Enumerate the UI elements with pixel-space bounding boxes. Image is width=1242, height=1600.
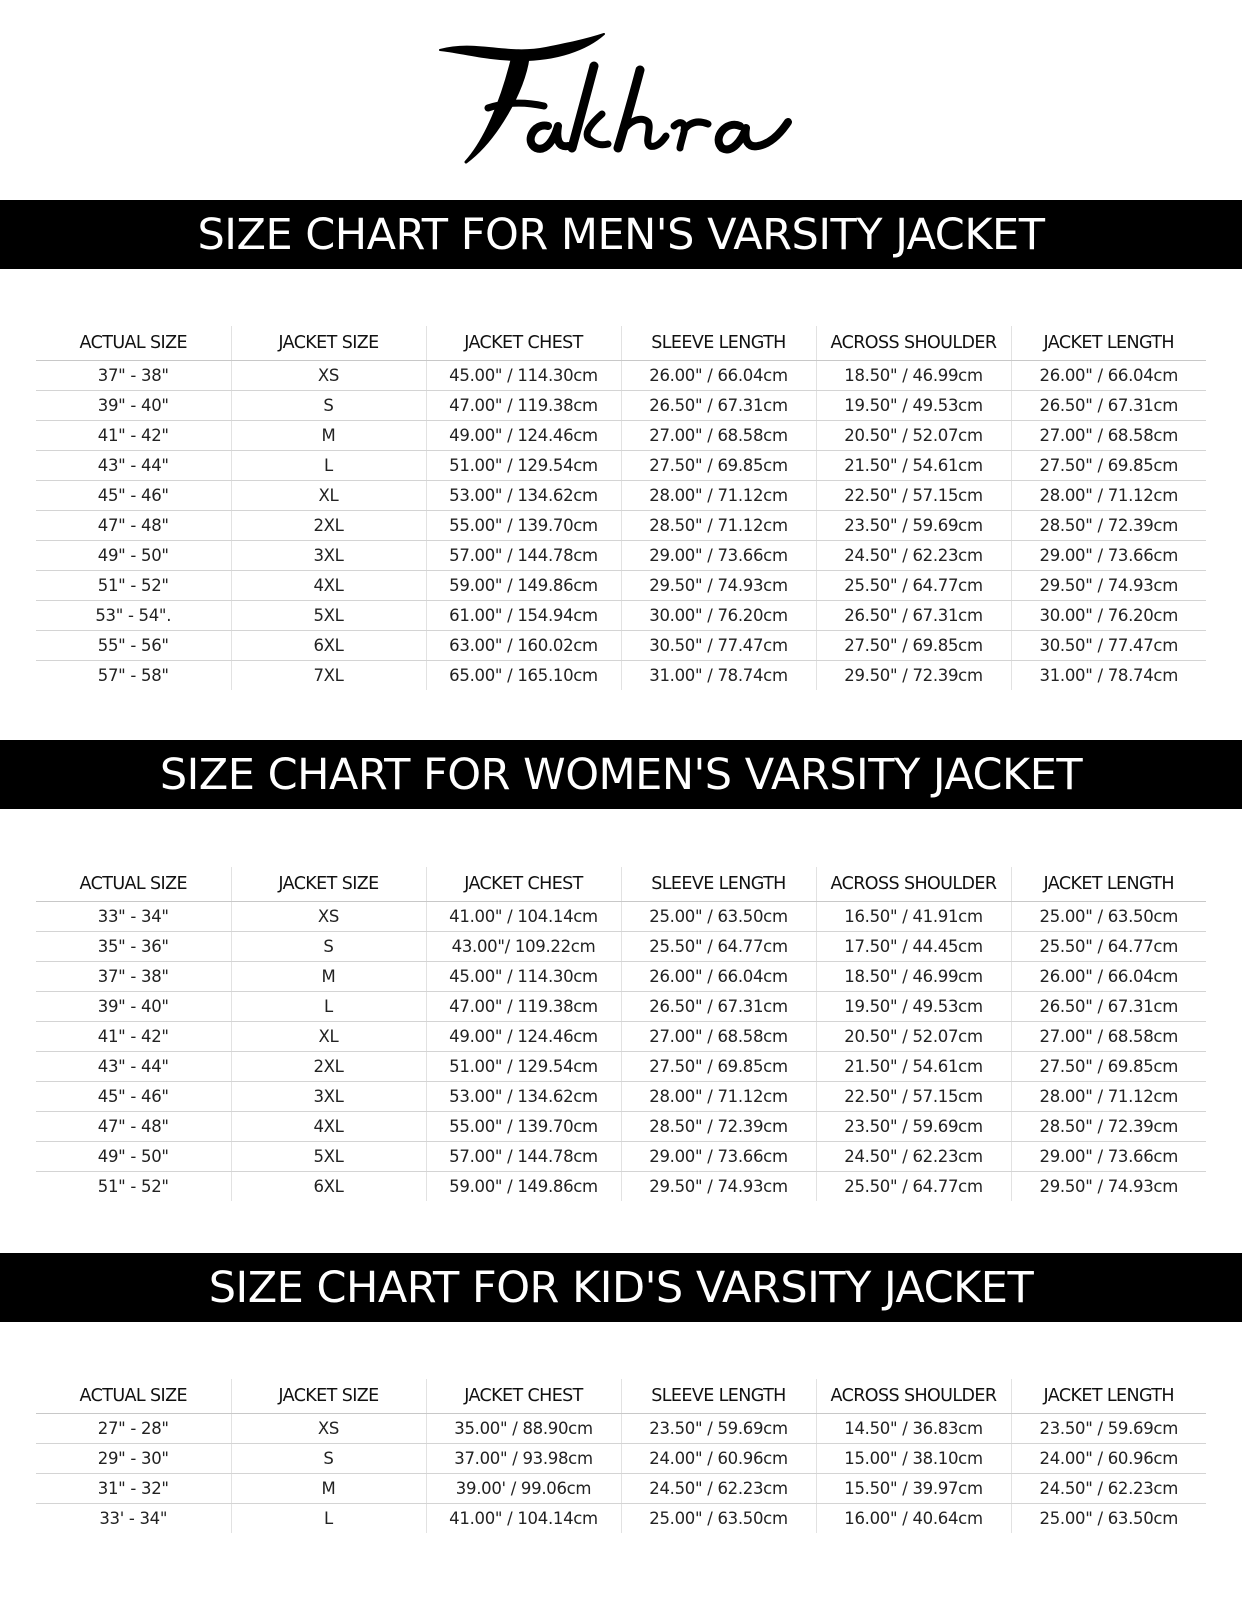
jacket-size-cell: 3XL: [231, 541, 426, 571]
column-header-jacket-length: JACKET LENGTH: [1011, 326, 1206, 361]
actual-size-cell: 47" - 48": [36, 511, 231, 541]
jacket-size-cell: 4XL: [231, 1112, 426, 1142]
across-shoulder-cell: 23.50" / 59.69cm: [816, 1112, 1011, 1142]
jacket-chest-cell: 43.00"/ 109.22cm: [426, 932, 621, 962]
jacket-length-cell: 25.00" / 63.50cm: [1011, 902, 1206, 932]
jacket-size-cell: L: [231, 992, 426, 1022]
table-row: [36, 1112, 1206, 1142]
sleeve-length-cell: 28.00" / 71.12cm: [621, 481, 816, 511]
womens-size-table: [36, 867, 1206, 1201]
jacket-chest-cell: 47.00" / 119.38cm: [426, 391, 621, 421]
table-row: [36, 902, 1206, 932]
across-shoulder-cell: 25.50" / 64.77cm: [816, 1172, 1011, 1202]
jacket-size-cell: 6XL: [231, 631, 426, 661]
sleeve-length-cell: 27.00" / 68.58cm: [621, 1022, 816, 1052]
table-row: [36, 1444, 1206, 1474]
jacket-size-cell: 4XL: [231, 571, 426, 601]
across-shoulder-cell: 23.50" / 59.69cm: [816, 511, 1011, 541]
jacket-length-cell: 26.50" / 67.31cm: [1011, 992, 1206, 1022]
table-row: [36, 1504, 1206, 1534]
actual-size-cell: 49" - 50": [36, 541, 231, 571]
across-shoulder-cell: 24.50" / 62.23cm: [816, 1142, 1011, 1172]
sleeve-length-cell: 29.50" / 74.93cm: [621, 571, 816, 601]
column-header-jacket-chest: JACKET CHEST: [426, 326, 621, 361]
jacket-size-cell: 6XL: [231, 1172, 426, 1202]
jacket-length-cell: 31.00" / 78.74cm: [1011, 661, 1206, 691]
column-header-sleeve-length: SLEEVE LENGTH: [621, 1379, 816, 1414]
across-shoulder-cell: 22.50" / 57.15cm: [816, 481, 1011, 511]
jacket-chest-cell: 59.00" / 149.86cm: [426, 571, 621, 601]
jacket-chest-cell: 49.00" / 124.46cm: [426, 1022, 621, 1052]
column-header-actual-size: ACTUAL SIZE: [36, 867, 231, 902]
across-shoulder-cell: 29.50" / 72.39cm: [816, 661, 1011, 691]
across-shoulder-cell: 24.50" / 62.23cm: [816, 541, 1011, 571]
jacket-length-cell: 27.50" / 69.85cm: [1011, 451, 1206, 481]
jacket-length-cell: 25.00" / 63.50cm: [1011, 1504, 1206, 1534]
table-row: [36, 1142, 1206, 1172]
jacket-size-cell: XS: [231, 361, 426, 391]
actual-size-cell: 57" - 58": [97, 666, 169, 685]
table-row: [36, 631, 1206, 661]
across-shoulder-cell: 18.50" / 46.99cm: [816, 361, 1011, 391]
jacket-length-cell: 23.50" / 59.69cm: [1011, 1414, 1206, 1444]
actual-size-cell: 43" - 44": [36, 451, 231, 481]
actual-size-cell: 43" - 44": [36, 1052, 231, 1082]
jacket-length-cell: 30.00" / 76.20cm: [1011, 601, 1206, 631]
column-header-jacket-size: JACKET SIZE: [231, 1379, 426, 1414]
sleeve-length-cell: 28.00" / 71.12cm: [621, 1082, 816, 1112]
table-row: [36, 1052, 1206, 1082]
jacket-chest-cell: 49.00" / 124.46cm: [426, 421, 621, 451]
across-shoulder-cell: 20.50" / 52.07cm: [816, 421, 1011, 451]
actual-size-cell: 45" - 46": [36, 1082, 231, 1112]
mens-size-table: [36, 326, 1206, 690]
sleeve-length-cell: 26.00" / 66.04cm: [621, 962, 816, 992]
table-row: [36, 962, 1206, 992]
table-row: [36, 421, 1206, 451]
sleeve-length-cell: 29.00" / 73.66cm: [621, 541, 816, 571]
across-shoulder-cell: 21.50" / 54.61cm: [816, 451, 1011, 481]
table-row: [36, 511, 1206, 541]
jacket-size-cell: M: [231, 962, 426, 992]
column-header-jacket-length: JACKET LENGTH: [1011, 1379, 1206, 1414]
table-row: [36, 601, 1206, 631]
jacket-length-cell: 24.50" / 62.23cm: [1011, 1474, 1206, 1504]
table-header-row: [36, 1379, 1206, 1414]
jacket-size-cell: XL: [231, 481, 426, 511]
sleeve-length-cell: 26.50" / 67.31cm: [621, 992, 816, 1022]
jacket-size-cell: 2XL: [231, 1052, 426, 1082]
jacket-size-cell: M: [231, 1474, 426, 1504]
across-shoulder-cell: 17.50" / 44.45cm: [816, 932, 1011, 962]
sleeve-length-cell: 26.50" / 67.31cm: [621, 391, 816, 421]
actual-size-cell: 27" - 28": [36, 1414, 231, 1444]
jacket-chest-cell: 37.00" / 93.98cm: [426, 1444, 621, 1474]
jacket-chest-cell: 57.00" / 144.78cm: [426, 541, 621, 571]
sleeve-length-cell: 29.50" / 74.93cm: [621, 1172, 816, 1202]
across-shoulder-cell: 26.50" / 67.31cm: [816, 601, 1011, 631]
jacket-chest-cell: 59.00" / 149.86cm: [426, 1172, 621, 1202]
table-row: [36, 932, 1206, 962]
kids-section-title: SIZE CHART FOR KID'S VARSITY JACKET: [0, 1253, 1242, 1322]
across-shoulder-cell: 15.00" / 38.10cm: [816, 1444, 1011, 1474]
actual-size-cell: 39" - 40": [36, 992, 231, 1022]
across-shoulder-cell: 21.50" / 54.61cm: [816, 1052, 1011, 1082]
across-shoulder-cell: 14.50" / 36.83cm: [816, 1414, 1011, 1444]
jacket-length-cell: 26.00" / 66.04cm: [1011, 361, 1206, 391]
actual-size-cell: 37" - 38": [36, 361, 231, 391]
jacket-length-cell: 25.50" / 64.77cm: [1011, 932, 1206, 962]
table-row: [36, 451, 1206, 481]
table-row: [36, 391, 1206, 421]
kids-size-table: [36, 1379, 1206, 1533]
sleeve-length-cell: 27.50" / 69.85cm: [621, 451, 816, 481]
actual-size-cell: 31" - 32": [36, 1474, 231, 1504]
table-row: [36, 571, 1206, 601]
fakhra-logo-mark: [436, 30, 806, 170]
jacket-chest-cell: 61.00" / 154.94cm: [426, 601, 621, 631]
brand-logo: [0, 30, 1242, 180]
sleeve-length-cell: 26.00" / 66.04cm: [621, 361, 816, 391]
column-header-actual-size: ACTUAL SIZE: [36, 1379, 231, 1414]
jacket-size-cell: XS: [231, 902, 426, 932]
sleeve-length-cell: 28.50" / 72.39cm: [621, 1112, 816, 1142]
sleeve-length-cell: 24.00" / 60.96cm: [621, 1444, 816, 1474]
actual-size-cell: 53" - 54".: [36, 601, 231, 631]
jacket-length-cell: 30.50" / 77.47cm: [1011, 631, 1206, 661]
jacket-size-cell: M: [231, 421, 426, 451]
jacket-length-cell: 27.00" / 68.58cm: [1011, 1022, 1206, 1052]
table-header-row: [36, 326, 1206, 361]
jacket-chest-cell: 35.00" / 88.90cm: [426, 1414, 621, 1444]
table-row: [36, 1022, 1206, 1052]
table-row: [36, 1172, 1206, 1202]
across-shoulder-cell: 19.50" / 49.53cm: [816, 992, 1011, 1022]
column-header-across-shoulder: ACROSS SHOULDER: [816, 1379, 1011, 1414]
jacket-length-cell: 26.50" / 67.31cm: [1011, 391, 1206, 421]
sleeve-length-cell: 23.50" / 59.69cm: [621, 1414, 816, 1444]
column-header-jacket-length: JACKET LENGTH: [1011, 867, 1206, 902]
jacket-length-cell: 28.50" / 72.39cm: [1011, 1112, 1206, 1142]
table-row: [36, 1082, 1206, 1112]
jacket-size-cell: S: [231, 932, 426, 962]
column-header-jacket-size: JACKET SIZE: [231, 326, 426, 361]
jacket-chest-cell: 47.00" / 119.38cm: [426, 992, 621, 1022]
jacket-length-cell: 27.00" / 68.58cm: [1011, 421, 1206, 451]
actual-size-cell: 29" - 30": [36, 1444, 231, 1474]
jacket-chest-cell: 41.00" / 104.14cm: [426, 1504, 621, 1534]
jacket-chest-cell: 65.00" / 165.10cm: [426, 661, 621, 691]
sleeve-length-cell: 29.00" / 73.66cm: [621, 1142, 816, 1172]
jacket-size-cell: 2XL: [231, 511, 426, 541]
column-header-across-shoulder: ACROSS SHOULDER: [816, 326, 1011, 361]
jacket-chest-cell: 57.00" / 144.78cm: [426, 1142, 621, 1172]
across-shoulder-cell: 19.50" / 49.53cm: [816, 391, 1011, 421]
across-shoulder-cell: 16.00" / 40.64cm: [816, 1504, 1011, 1534]
jacket-size-cell: XL: [231, 1022, 426, 1052]
jacket-chest-cell: 51.00" / 129.54cm: [426, 1052, 621, 1082]
jacket-chest-cell: 63.00" / 160.02cm: [426, 631, 621, 661]
column-header-sleeve-length: SLEEVE LENGTH: [621, 326, 816, 361]
actual-size-cell: 45" - 46": [36, 481, 231, 511]
sleeve-length-cell: 30.00" / 76.20cm: [621, 601, 816, 631]
jacket-chest-cell: 45.00" / 114.30cm: [426, 361, 621, 391]
actual-size-cell: 33" - 34": [36, 902, 231, 932]
jacket-size-cell: 3XL: [231, 1082, 426, 1112]
actual-size-cell: 47" - 48": [36, 1112, 231, 1142]
actual-size-cell: 51" - 52": [36, 571, 231, 601]
jacket-length-cell: 29.00" / 73.66cm: [1011, 1142, 1206, 1172]
jacket-length-cell: 26.00" / 66.04cm: [1011, 962, 1206, 992]
table-header-row: [36, 867, 1206, 902]
actual-size-cell: 49" - 50": [36, 1142, 231, 1172]
jacket-size-cell: L: [231, 1504, 426, 1534]
jacket-size-cell: 5XL: [231, 601, 426, 631]
jacket-length-cell: 28.50" / 72.39cm: [1011, 511, 1206, 541]
jacket-chest-cell: 55.00" / 139.70cm: [426, 511, 621, 541]
sleeve-length-cell: 30.50" / 77.47cm: [621, 631, 816, 661]
jacket-length-cell: 28.00" / 71.12cm: [1011, 481, 1206, 511]
table-row: [36, 481, 1206, 511]
across-shoulder-cell: 20.50" / 52.07cm: [816, 1022, 1011, 1052]
actual-size-cell: 51" - 52": [97, 1177, 169, 1196]
sleeve-length-cell: 24.50" / 62.23cm: [621, 1474, 816, 1504]
actual-size-cell: 41" - 42": [36, 1022, 231, 1052]
across-shoulder-cell: 27.50" / 69.85cm: [816, 631, 1011, 661]
jacket-chest-cell: 55.00" / 139.70cm: [426, 1112, 621, 1142]
across-shoulder-cell: 22.50" / 57.15cm: [816, 1082, 1011, 1112]
column-header-sleeve-length: SLEEVE LENGTH: [621, 867, 816, 902]
table-row: [36, 1474, 1206, 1504]
table-row: [36, 361, 1206, 391]
jacket-chest-cell: 53.00" / 134.62cm: [426, 1082, 621, 1112]
jacket-size-cell: 5XL: [231, 1142, 426, 1172]
jacket-length-cell: 28.00" / 71.12cm: [1011, 1082, 1206, 1112]
across-shoulder-cell: 15.50" / 39.97cm: [816, 1474, 1011, 1504]
jacket-chest-cell: 41.00" / 104.14cm: [426, 902, 621, 932]
jacket-size-cell: XS: [231, 1414, 426, 1444]
jacket-length-cell: 27.50" / 69.85cm: [1011, 1052, 1206, 1082]
womens-section-title: SIZE CHART FOR WOMEN'S VARSITY JACKET: [0, 740, 1242, 809]
sleeve-length-cell: 27.00" / 68.58cm: [621, 421, 816, 451]
jacket-size-cell: 7XL: [231, 661, 426, 691]
sleeve-length-cell: 25.00" / 63.50cm: [621, 902, 816, 932]
sleeve-length-cell: 27.50" / 69.85cm: [621, 1052, 816, 1082]
column-header-jacket-chest: JACKET CHEST: [426, 867, 621, 902]
table-row: [36, 1414, 1206, 1444]
column-header-actual-size: ACTUAL SIZE: [36, 326, 231, 361]
actual-size-cell: 33' - 34": [99, 1509, 168, 1528]
column-header-jacket-size: JACKET SIZE: [231, 867, 426, 902]
across-shoulder-cell: 16.50" / 41.91cm: [816, 902, 1011, 932]
jacket-length-cell: 24.00" / 60.96cm: [1011, 1444, 1206, 1474]
jacket-size-cell: L: [231, 451, 426, 481]
table-row: [36, 541, 1206, 571]
jacket-length-cell: 29.00" / 73.66cm: [1011, 541, 1206, 571]
mens-section-title: SIZE CHART FOR MEN'S VARSITY JACKET: [0, 200, 1242, 269]
actual-size-cell: 35" - 36": [36, 932, 231, 962]
jacket-length-cell: 29.50" / 74.93cm: [1011, 1172, 1206, 1202]
jacket-length-cell: 29.50" / 74.93cm: [1011, 571, 1206, 601]
column-header-jacket-chest: JACKET CHEST: [426, 1379, 621, 1414]
jacket-size-cell: S: [231, 391, 426, 421]
sleeve-length-cell: 31.00" / 78.74cm: [621, 661, 816, 691]
across-shoulder-cell: 25.50" / 64.77cm: [816, 571, 1011, 601]
column-header-across-shoulder: ACROSS SHOULDER: [816, 867, 1011, 902]
table-row: [36, 661, 1206, 691]
actual-size-cell: 55" - 56": [36, 631, 231, 661]
across-shoulder-cell: 18.50" / 46.99cm: [816, 962, 1011, 992]
jacket-chest-cell: 45.00" / 114.30cm: [426, 962, 621, 992]
sleeve-length-cell: 25.50" / 64.77cm: [621, 932, 816, 962]
actual-size-cell: 41" - 42": [36, 421, 231, 451]
jacket-size-cell: S: [231, 1444, 426, 1474]
actual-size-cell: 39" - 40": [36, 391, 231, 421]
sleeve-length-cell: 25.00" / 63.50cm: [621, 1504, 816, 1534]
jacket-chest-cell: 53.00" / 134.62cm: [426, 481, 621, 511]
table-row: [36, 992, 1206, 1022]
actual-size-cell: 37" - 38": [36, 962, 231, 992]
jacket-chest-cell: 51.00" / 129.54cm: [426, 451, 621, 481]
jacket-chest-cell: 39.00' / 99.06cm: [426, 1474, 621, 1504]
sleeve-length-cell: 28.50" / 71.12cm: [621, 511, 816, 541]
